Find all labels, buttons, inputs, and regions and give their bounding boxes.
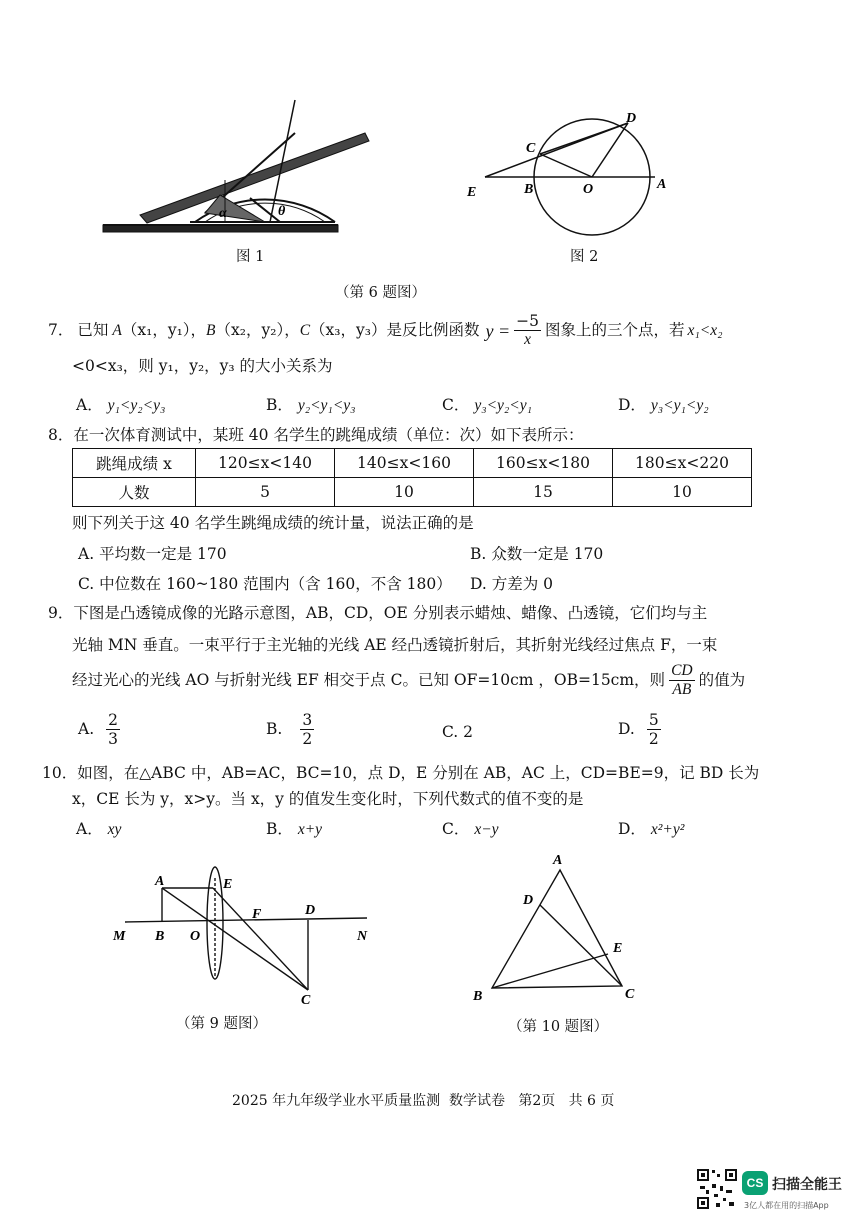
fig9-point-N: N [357,929,368,944]
q7-line1 [48,313,723,349]
q9-option-a: A. $\frac{2}{3}$ [78,711,118,749]
table-cell: 140≤x<160 [335,449,474,478]
q7-option-a: A． y₁<y₂<y₃ [76,396,166,414]
page-footer: 2025 年九年级学业水平质量监测 数学试卷 第2页 共 6 页 [232,1093,615,1109]
fig9-point-F: F [252,907,262,922]
table-cell: 15 [474,478,613,507]
fig10-point-D: D [523,893,534,908]
table-cell: 120≤x<140 [196,449,335,478]
fig9-caption: （第 9 题图） [176,1016,267,1032]
q9-option-b: B. $\frac{3}{2}$ [266,711,313,749]
q7-C-coord: （x₃，y₃） [310,321,387,340]
fig6-figure2 [485,119,655,235]
q9-option-c: C. 2 [442,723,474,741]
q8-option-b: B. 众数一定是 170 [470,545,604,563]
q10-option-c: C． x−y [442,820,499,838]
q10-option-d: D． x²+y² [618,820,685,838]
q7-frac-den: x [524,331,532,349]
camscanner-subtitle: 3亿人都在用的扫描App [744,1201,829,1210]
q9-line3: 经过光心的光线 AO 与折射光线 EF 相交于点 C。已知 OF=10cm ，OB=15cm，则 $\frac{CD}{AB}$ 的值为 [72,662,746,699]
table-cell: 180≤x<220 [613,449,752,478]
fig9-point-A: A [155,874,165,889]
fig6-fig2-caption: 图 2 [570,249,599,265]
fig6-drawing [95,95,695,305]
q8-option-c: C. 中位数在 160~180 范围内（含 160，不含 180） [78,575,452,593]
table-row [73,478,752,507]
fig10-point-A: A [553,853,563,868]
q10-option-b: B． x+y [266,820,323,838]
q7-mid: 是反比例函数 [386,321,480,340]
q7-line2: <0<x₃，则 y₁，y₂，y₃ 的大小关系为 [72,357,333,375]
table-cell: 160≤x<180 [474,449,613,478]
fig6-alpha-label: α [219,206,227,221]
fig10-point-C: C [625,987,635,1002]
fig10-point-B: B [473,989,483,1004]
q9-line1: 9．下图是凸透镜成像的光路示意图，AB，CD，OE 分别表示蜡烛、蜡像、凸透镜，它们均与主 [48,604,708,622]
fig6-point-C: C [526,141,536,156]
q7-y-eq: y = [485,320,511,341]
figure-10 [465,850,645,1010]
fig6-point-O: O [583,182,594,197]
fig6-point-D: D [626,111,637,126]
q9-fraction: $\frac{CD}{AB}$ [671,662,693,699]
fig10-point-E: E [613,941,623,956]
q8-score-table [72,448,752,507]
q9-option-d: D. $\frac{5}{2}$ [618,711,659,749]
q10-line2: x，CE 长为 y，x>y。当 x，y 的值发生变化时，下列代数式的值不变的是 [72,790,584,808]
fig9-point-O: O [190,929,201,944]
camscanner-title: 扫描全能王 [772,1177,842,1193]
q7-pre: 已知 [77,321,109,340]
q8-question: 则下列关于这 40 名学生跳绳成绩的统计量，说法正确的是 [72,514,474,532]
q9-line2: 光轴 MN 垂直。一束平行于主光轴的光线 AE 经凸透镜折射后，其折射光线经过焦点 F，一束 [72,636,718,654]
table-header-cell: 人数 [73,478,196,507]
table-row [73,449,752,478]
q7-cond: x₁<x₂ [687,322,723,340]
figure-6 [95,95,695,305]
fig6-theta-label: θ [278,204,286,219]
table-header-cell: 跳绳成绩 x [73,449,196,478]
q7-option-b: B． y₂<y₁<y₃ [266,396,356,414]
fig6-point-A: A [657,177,667,192]
q7-A-coord: （x₁，y₁）， [121,321,207,340]
fig9-point-B: B [155,929,165,944]
q7-point-A: A [112,322,122,340]
fig9-point-C: C [301,993,311,1008]
q8-stem: 8．在一次体育测试中，某班 40 名学生的跳绳成绩（单位：次）如下表所示： [48,426,584,444]
fig6-figure1 [103,100,369,232]
fig6-fig1-caption: 图 1 [236,249,265,265]
table-cell: 10 [335,478,474,507]
fig9-point-M: M [113,929,126,944]
q7-post: 图象上的三个点，若 [545,321,685,340]
q7-fraction [514,313,541,349]
fig9-point-E: E [223,877,233,892]
table-cell: 10 [613,478,752,507]
q7-frac-num: −5 [516,312,539,330]
q8-option-a: A. 平均数一定是 170 [78,545,227,563]
q7-number: 7． [48,321,74,340]
fig6-group-caption: （第 6 题图） [335,285,426,301]
qr-code-icon [696,1168,738,1210]
q7-point-C: C [299,322,311,340]
camscanner-logo-icon: CS [742,1171,768,1195]
figure-9 [105,858,385,1008]
fig9-point-D: D [305,903,316,918]
fig10-caption: （第 10 题图） [508,1019,609,1035]
table-cell: 5 [196,478,335,507]
q7-point-B: B [206,322,216,340]
q7-B-coord: （x₂，y₂）， [215,321,300,340]
q7-option-c: C． y₃<y₂<y₁ [442,396,533,414]
q7-option-d: D． y₃<y₁<y₂ [618,396,709,414]
q8-option-d: D. 方差为 0 [470,575,554,593]
fig6-point-E: E [467,185,477,200]
q10-option-a: A． xy [76,820,122,838]
fig6-point-B: B [524,182,534,197]
q10-line1: 10．如图，在△ABC 中，AB=AC，BC=10，点 D，E 分别在 AB，AC 上，CD=BE=9，记 BD 长为 [42,764,760,782]
